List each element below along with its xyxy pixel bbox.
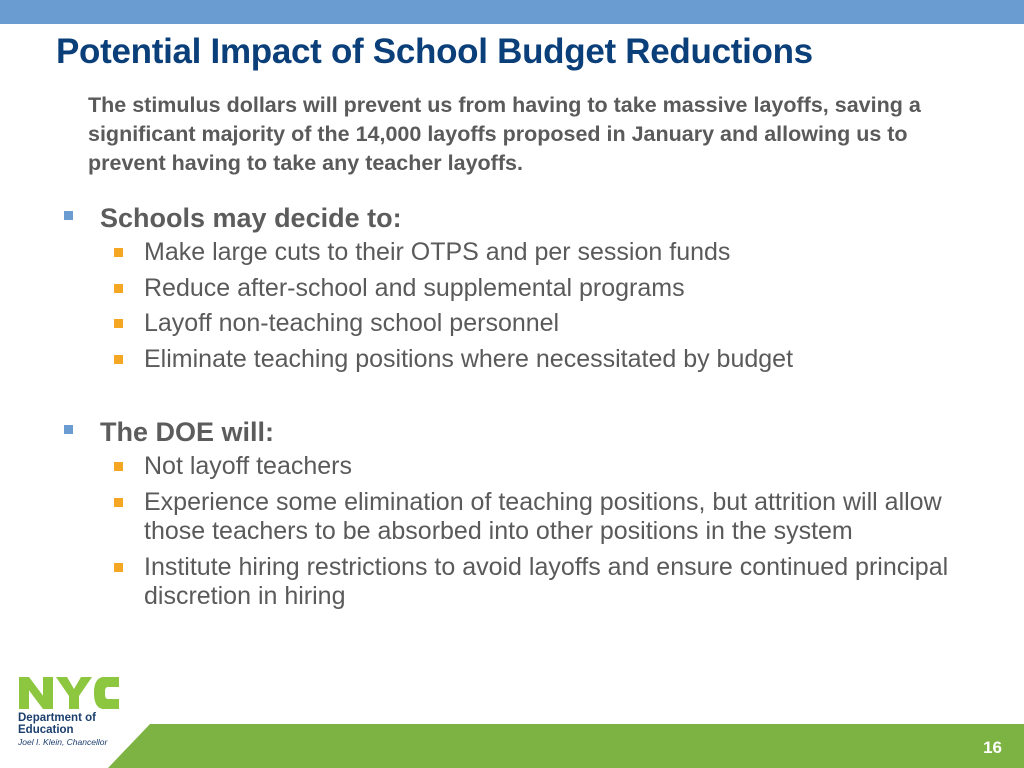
list-item — [62, 452, 962, 482]
section-schools — [62, 198, 962, 374]
section-heading — [62, 412, 962, 452]
intro-paragraph: The stimulus dollars will prevent us from having to take massive layoffs, saving a significant majority of the 14,000 layoffs proposed in January and allowing us to prevent having to take any teacher layoffs. — [88, 93, 921, 175]
list-item — [62, 309, 962, 339]
footer-green-band — [0, 724, 1024, 768]
square-bullet-icon — [114, 284, 123, 293]
square-bullet-icon — [114, 355, 123, 364]
square-bullet-icon — [114, 462, 123, 471]
list-item-text: Institute hiring restrictions to avoid layoffs and ensure continued principal discretion in hiring — [144, 552, 949, 610]
square-bullet-icon — [114, 563, 123, 572]
list-item-text: Make large cuts to their OTPS and per session funds — [144, 238, 731, 266]
square-bullet-icon — [64, 211, 73, 220]
section-doe — [62, 412, 962, 612]
bullet-list — [62, 452, 962, 612]
list-item — [62, 274, 962, 304]
section-heading-text: The DOE will: — [100, 417, 275, 447]
slide-title: Potential Impact of School Budget Reductions — [56, 32, 813, 71]
page-number: 16 — [983, 738, 1002, 757]
list-item-text: Eliminate teaching positions where necessitated by budget — [144, 344, 794, 373]
bullet-list — [62, 238, 962, 374]
square-bullet-icon — [114, 248, 123, 257]
square-bullet-icon — [64, 425, 73, 434]
top-accent-bar — [0, 0, 1024, 24]
list-item — [62, 345, 962, 375]
logo-chancellor-text: Joel I. Klein, Chancellor — [18, 737, 108, 747]
logo-department-text: Department of Education — [18, 712, 96, 736]
slide-body — [62, 198, 962, 618]
list-item-text: Layoff non-teaching school personnel — [144, 309, 560, 337]
list-item — [62, 238, 962, 268]
list-item-text: Not layoff teachers — [144, 452, 352, 480]
square-bullet-icon — [114, 498, 123, 507]
list-item — [62, 488, 962, 547]
list-item-text: Reduce after-school and supplemental programs — [144, 273, 685, 302]
list-item — [62, 553, 962, 612]
list-item-text: Experience some elimination of teaching positions, but attrition will allow those teachers to be absorbed into other positions in the system — [144, 487, 942, 545]
nyc-logo-icon — [18, 675, 120, 711]
square-bullet-icon — [114, 319, 123, 328]
section-heading — [62, 198, 962, 238]
section-heading-text: Schools may decide to: — [100, 203, 402, 233]
